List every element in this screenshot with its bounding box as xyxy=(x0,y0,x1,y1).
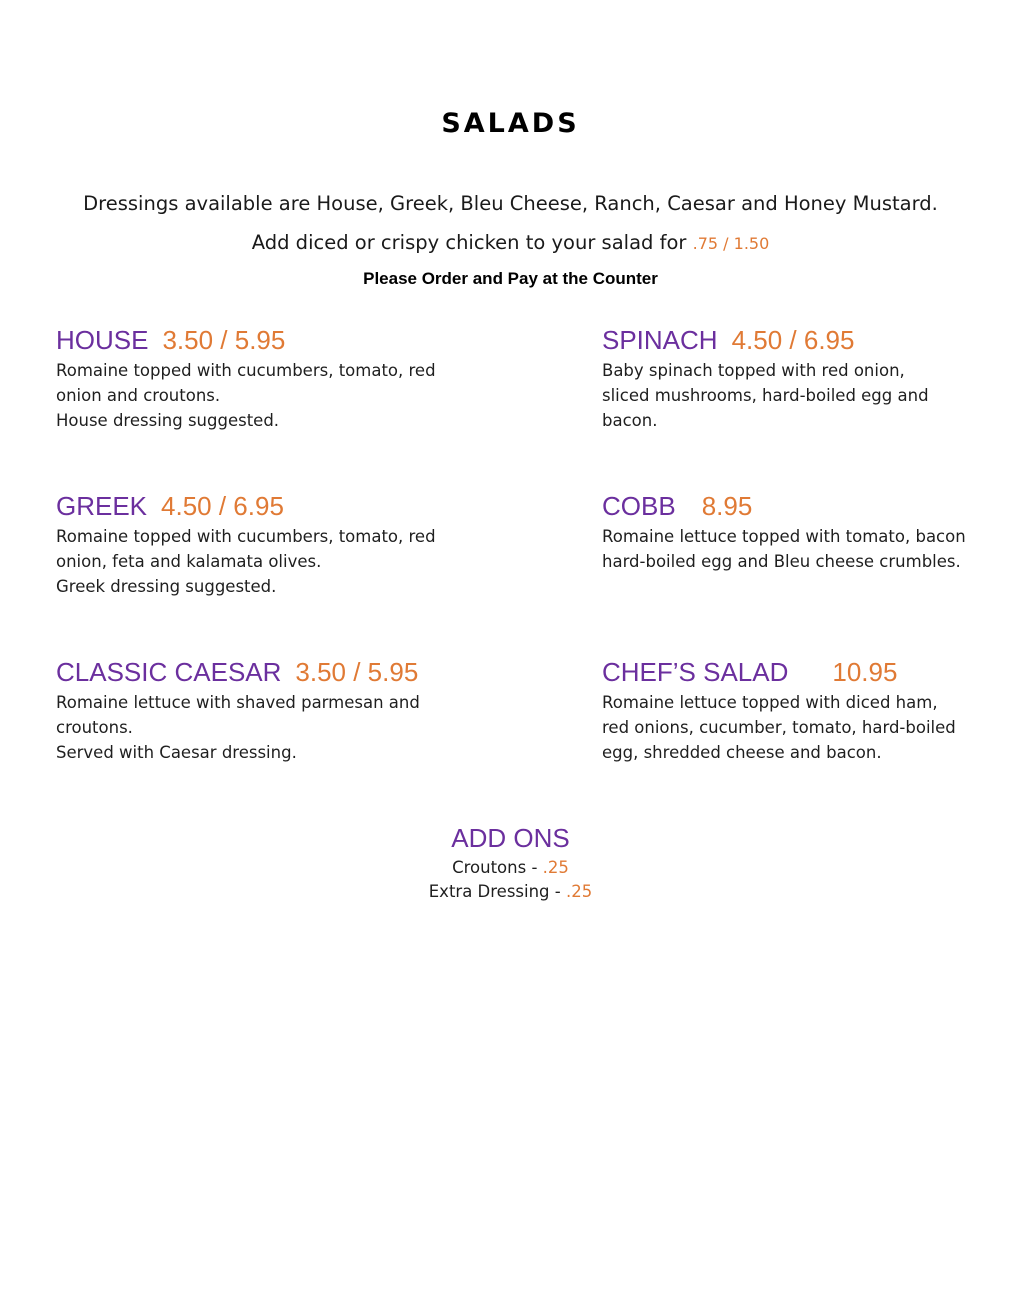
item-heading xyxy=(56,656,476,688)
order-note: Please Order and Pay at the Counter xyxy=(363,269,658,288)
item-name: SPINACH xyxy=(602,325,718,355)
item-description-line: onion, feta and kalamata olives. xyxy=(56,552,322,571)
add-on-label: Extra Dressing - xyxy=(428,882,566,901)
dressings-note: Dressings available are House, Greek, Bleu Cheese, Ranch, Caesar and Honey Mustard. xyxy=(83,192,938,215)
item-name: GREEK xyxy=(56,491,148,521)
item-description-line: sliced mushrooms, hard-boiled egg and xyxy=(602,386,929,405)
item-description-line: Romaine lettuce topped with tomato, bacon xyxy=(602,527,966,546)
add-on-price: .25 xyxy=(542,858,569,877)
add-on-price: .25 xyxy=(565,882,593,901)
item-description-line: onion and croutons. xyxy=(56,386,221,405)
item-heading xyxy=(602,490,982,522)
item-description-line: Served with Caesar dressing. xyxy=(56,743,297,762)
item-description xyxy=(602,524,982,574)
item-description-line: hard-boiled egg and Bleu cheese crumbles. xyxy=(602,552,961,571)
add-on-label: Croutons - xyxy=(452,858,543,877)
add-on-item xyxy=(0,880,1021,904)
item-name: COBB xyxy=(602,491,676,521)
menu-item-classic-caesar xyxy=(56,656,476,765)
menu-item-chefs-salad xyxy=(602,656,982,765)
item-heading xyxy=(602,324,982,356)
item-heading xyxy=(56,490,476,522)
add-on-item xyxy=(0,856,1021,880)
add-ons-title: ADD ONS xyxy=(451,823,570,853)
menu-item-greek xyxy=(56,490,476,599)
item-description xyxy=(56,690,476,765)
item-description xyxy=(56,524,476,599)
menu-item-cobb xyxy=(602,490,982,574)
item-name: CLASSIC CAESAR xyxy=(56,657,282,687)
item-description xyxy=(56,358,476,433)
item-description-line: Romaine lettuce topped with diced ham, xyxy=(602,693,938,712)
item-description-line: Romaine topped with cucumbers, tomato, red xyxy=(56,361,436,380)
item-description xyxy=(602,690,982,765)
item-price: 3.50 / 5.95 xyxy=(295,657,419,687)
item-description xyxy=(602,358,982,433)
item-description-line: croutons. xyxy=(56,718,133,737)
menu-item-spinach xyxy=(602,324,982,433)
chicken-price: .75 / 1.50 xyxy=(692,234,770,253)
item-price: 4.50 / 6.95 xyxy=(731,325,855,355)
item-price: 3.50 / 5.95 xyxy=(162,325,286,355)
item-description-line: egg, shredded cheese and bacon. xyxy=(602,743,882,762)
item-description-line: bacon. xyxy=(602,411,658,430)
item-price: 10.95 xyxy=(832,657,898,687)
item-heading xyxy=(56,324,476,356)
item-description-line: House dressing suggested. xyxy=(56,411,280,430)
item-name: HOUSE xyxy=(56,325,149,355)
add-ons-section xyxy=(0,822,1021,904)
item-description-line: Romaine topped with cucumbers, tomato, red xyxy=(56,527,436,546)
item-description-line: Greek dressing suggested. xyxy=(56,577,277,596)
page-title: SALADS xyxy=(441,108,580,139)
item-price: 4.50 / 6.95 xyxy=(161,491,284,521)
item-description-line: Romaine lettuce with shaved parmesan and xyxy=(56,693,420,712)
chicken-note xyxy=(0,231,1021,254)
menu-item-house xyxy=(56,324,476,433)
item-price: 8.95 xyxy=(701,491,753,521)
chicken-note-text: Add diced or crispy chicken to your salad for xyxy=(251,231,687,254)
item-name: CHEF’S SALAD xyxy=(602,657,789,687)
item-description-line: red onions, cucumber, tomato, hard-boiled xyxy=(602,718,956,737)
item-description-line: Baby spinach topped with red onion, xyxy=(602,361,905,380)
item-heading xyxy=(602,656,982,688)
